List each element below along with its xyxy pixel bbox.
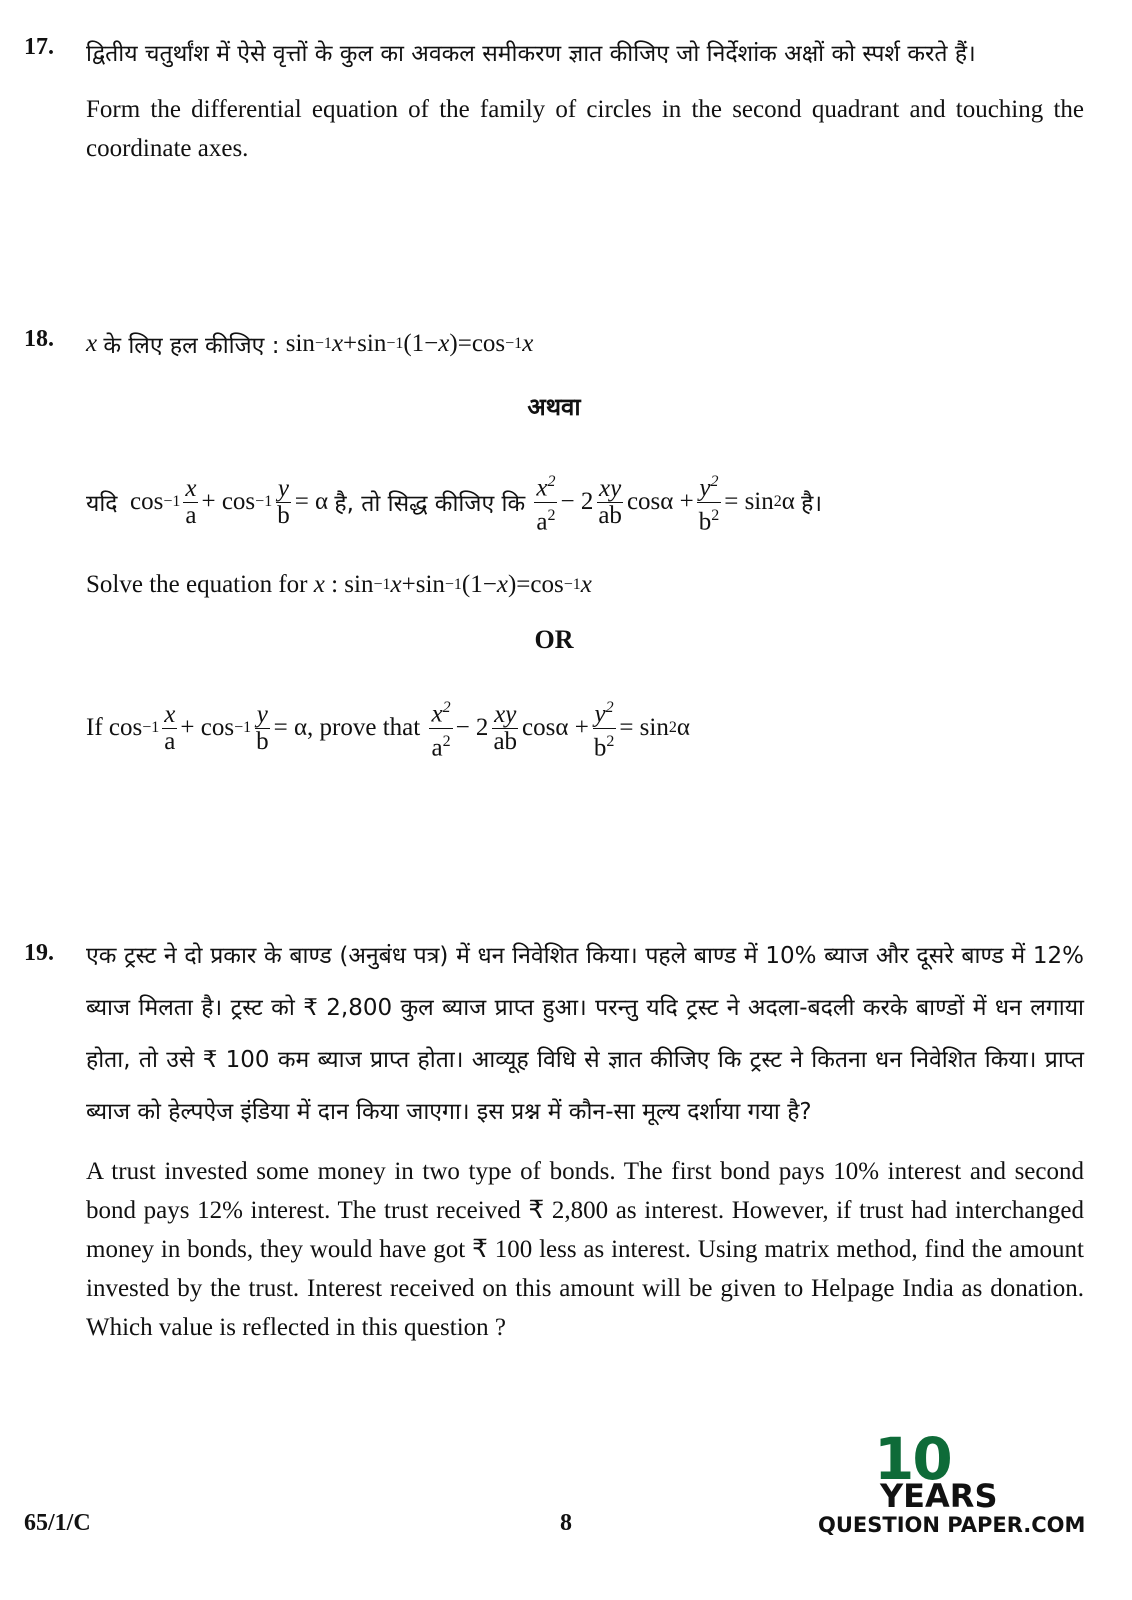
english-prove-text: , prove that [307, 714, 421, 741]
fraction-x-over-a: $\frac{x}{a}$ [164, 700, 176, 755]
or-separator-english: OR [534, 625, 574, 654]
watermark-logo [816, 1425, 1086, 1545]
question-hindi-text: द्वितीय चतुर्थांश में ऐसे वृत्तों के कुल का अवकल समीकरण ज्ञात कीजिए जो निर्देशांक अक्षों को स्पर्श करते हैं। [86, 41, 976, 67]
logo-number: 10 [874, 1425, 951, 1493]
or-equation-english: If cos −1 $\frac{x}{a}$ + cos −1 $\frac{y}{b}$ = α , prove that $\frac{x^2}{a^2}$ − 2 $\frac{xy}{ab}$ cosα + $\frac{y^2}{b^2}$ = sin 2 α [86, 693, 1084, 763]
question-english-text: A trust invested some money in two type of bonds. The first bond pays 10% interest and second bond pays 12% interest. The trust received ₹ 2,800 as interest. However, if trust had interchanged money in bonds, they would have got ₹ 100 less as interest. Using matrix method, find the amount invested by the trust. Interest received on this amount will be given to Helpage India as donation. Which value is reflected in this question ? [86, 1158, 1084, 1341]
logo-site-name: QUESTION PAPER.COM [818, 1513, 1086, 1537]
question-english-text: Form the differential equation of the family of circles in the second quadrant and touching the coordinate axes. [86, 96, 1084, 162]
question-19 [24, 940, 1084, 1347]
fraction-xy-over-ab: $\frac{xy}{ab}$ [493, 700, 518, 755]
fraction-y2-over-b2: $\frac{y^2}{b^2}$ [697, 469, 722, 535]
fraction-x2-over-a2: $\frac{x^2}{a^2}$ [429, 695, 452, 761]
question-number: 19. [24, 940, 54, 966]
english-solve-text: Solve the equation for [86, 571, 308, 598]
equation-line-english: Solve the equation for x : sin −1 x +sin −1 (1− x )=cos −1 x [86, 571, 592, 598]
hindi-lead-text: के लिए हल कीजिए : [103, 333, 280, 359]
question-hindi-text: एक ट्रस्ट ने दो प्रकार के बाण्ड (अनुबंध पत्र) में धन निवेशित किया। पहले बाण्ड में 10% ब्याज और दूसरे बाण्ड में 12% ब्याज मिलता है। ट्रस्ट को ₹ 2,800 कुल ब्याज प्राप्त हुआ। परन्तु यदि ट्रस्ट ने अदला-बदली करके बाण्डों में धन लगाया होता, तो उसे ₹ 100 कम ब्याज प्राप्त होता। आव्यूह विधि से ज्ञात कीजिए कि ट्रस्ट ने कितना धन निवेशित किया। प्राप्त ब्याज को हेल्पऐज इंडिया में दान किया जाएगा। इस प्रश्न में कौन-सा मूल्य दर्शाया गया है? [86, 943, 1084, 1125]
question-number: 17. [24, 34, 54, 60]
paper-code: 65/1/C [24, 1510, 91, 1536]
equation-line-hindi: x के लिए हल कीजिए : sin −1 x +sin −1 (1− x )=cos −1 x [86, 330, 534, 359]
hindi-if-text: यदि [86, 491, 118, 517]
hindi-then-text: है, तो सिद्ध कीजिए कि [334, 491, 526, 517]
or-separator-hindi: अथवा [527, 393, 581, 421]
logo-years: YEARS [880, 1477, 998, 1515]
fraction-x2-over-a2: $\frac{x^2}{a^2}$ [534, 469, 557, 535]
or-equation-hindi: यदि cos −1 $\frac{x}{a}$ + cos −1 $\frac{y}{b}$ = α है, तो सिद्ध कीजिए कि $\frac{x^2}{a^2}$ − 2 $\frac{xy}{ab}$ cosα + $\frac{y^2}{b^2}$ = sin 2 α है। [86, 467, 1084, 537]
fraction-y2-over-b2: $\frac{y^2}{b^2}$ [592, 695, 617, 761]
fraction-y-over-b: $\frac{y}{b}$ [277, 474, 290, 529]
question-17 [24, 34, 1084, 168]
page-number: 8 [560, 1510, 572, 1536]
question-18 [24, 326, 1084, 763]
fraction-xy-over-ab: $\frac{xy}{ab}$ [598, 474, 622, 529]
english-if-text: If [86, 714, 103, 741]
fraction-x-over-a: $\frac{x}{a}$ [185, 474, 197, 529]
fraction-y-over-b: $\frac{y}{b}$ [256, 700, 269, 755]
hindi-end-text: है। [801, 491, 823, 517]
question-number: 18. [24, 326, 54, 352]
